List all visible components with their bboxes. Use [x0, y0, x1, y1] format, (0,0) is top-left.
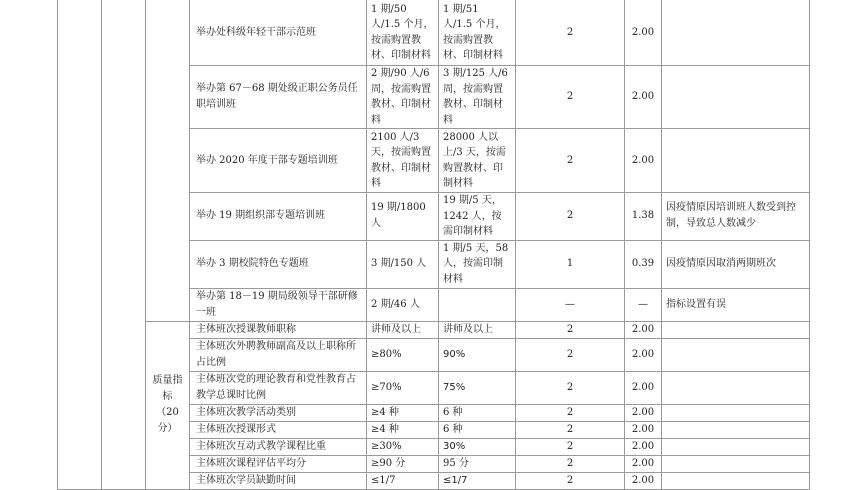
- indicator-name: 主体班次教学活动类别: [190, 404, 367, 421]
- actual-value: 1 期/5 天，58 人，按需印制材料: [439, 240, 516, 288]
- actual-value: 1 期/51 人/1.5 个月，按需购置教材、印制材料: [439, 0, 516, 66]
- weight-value: 2: [516, 338, 625, 371]
- level2-cell: [102, 0, 146, 489]
- indicator-name: 主体班次课程评估平均分: [190, 455, 367, 472]
- score-value: 2.00: [625, 371, 662, 404]
- actual-value: ≤1/7: [439, 472, 516, 489]
- target-value: 2100 人/3 天，按需购置教材、印制材料: [367, 129, 439, 193]
- score-value: 2.00: [625, 0, 662, 66]
- note-value: [662, 371, 810, 404]
- actual-value: 讲师及以上: [439, 321, 516, 338]
- score-value: 2.00: [625, 321, 662, 338]
- indicator-name: 举办 2020 年度干部专题培训班: [190, 129, 367, 193]
- note-value: [662, 66, 810, 129]
- section-label-line: 质量指: [152, 375, 183, 386]
- target-value: ≥4 种: [367, 404, 439, 421]
- actual-value: 19 期/5 天，1242 人，按需印制材料: [439, 193, 516, 241]
- level3-cell-output: [146, 0, 190, 321]
- note-value: 指标设置有误: [662, 288, 810, 321]
- target-value: 1 期/50 人/1.5 个月，按需购置教材、印制材料: [367, 0, 439, 66]
- section-label-line: 标: [162, 391, 173, 402]
- note-value: 因疫情原因取消两期班次: [662, 240, 810, 288]
- weight-value: 2: [516, 421, 625, 438]
- indicator-name: 举办 3 期校院特色专题班: [190, 240, 367, 288]
- indicator-name: 举办第 67－68 期处级正职公务员任职培训班: [190, 66, 367, 129]
- note-value: [662, 455, 810, 472]
- weight-value: 2: [516, 455, 625, 472]
- actual-value: 3 期/125 人/6 周，按需购置教材、印制材料: [439, 66, 516, 129]
- indicator-name: 主体班次外聘教师副高及以上职称所占比例: [190, 338, 367, 371]
- indicator-name: 举办 19 期组织部专题培训班: [190, 193, 367, 241]
- weight-value: 2: [516, 66, 625, 129]
- score-value: 0.39: [625, 240, 662, 288]
- score-value: 2.00: [625, 338, 662, 371]
- weight-value: 2: [516, 129, 625, 193]
- actual-value: [439, 288, 516, 321]
- target-value: ≥4 种: [367, 421, 439, 438]
- indicator-name: 举办处科级年轻干部示范班: [190, 0, 367, 66]
- target-value: ≥30%: [367, 438, 439, 455]
- note-value: [662, 321, 810, 338]
- score-value: 2.00: [625, 421, 662, 438]
- table-row: [58, 0, 810, 66]
- actual-value: 90%: [439, 338, 516, 371]
- note-value: [662, 404, 810, 421]
- performance-evaluation-table: [57, 0, 810, 490]
- level1-cell: [58, 0, 102, 489]
- indicator-name: 主体班次党的理论教育和党性教育占教学总课时比例: [190, 371, 367, 404]
- actual-value: 28000 人以上/3 天，按需购置教材、印制材料: [439, 129, 516, 193]
- score-value: —: [625, 288, 662, 321]
- target-value: 讲师及以上: [367, 321, 439, 338]
- weight-value: 2: [516, 438, 625, 455]
- score-value: 1.38: [625, 193, 662, 241]
- actual-value: 6 种: [439, 421, 516, 438]
- note-value: [662, 0, 810, 66]
- note-value: 因疫情原因培训班人数受到控制，导致总人数减少: [662, 193, 810, 241]
- weight-value: 2: [516, 404, 625, 421]
- indicator-name: 主体班次授课形式: [190, 421, 367, 438]
- score-value: 2.00: [625, 129, 662, 193]
- target-value: ≤1/7: [367, 472, 439, 489]
- score-value: 2.00: [625, 472, 662, 489]
- weight-value: —: [516, 288, 625, 321]
- indicator-name: 主体班次学员缺勤时间: [190, 472, 367, 489]
- note-value: [662, 472, 810, 489]
- section-label-quality: [146, 321, 190, 489]
- weight-value: 2: [516, 0, 625, 66]
- target-value: ≥70%: [367, 371, 439, 404]
- target-value: 2 期/90 人/6 周，按需购置教材、印制材料: [367, 66, 439, 129]
- score-value: 2.00: [625, 404, 662, 421]
- note-value: [662, 438, 810, 455]
- indicator-name: 主体班次互动式教学课程比重: [190, 438, 367, 455]
- indicator-name: 主体班次授课教师职称: [190, 321, 367, 338]
- score-value: 2.00: [625, 66, 662, 129]
- actual-value: 30%: [439, 438, 516, 455]
- weight-value: 2: [516, 321, 625, 338]
- target-value: 2 期/46 人: [367, 288, 439, 321]
- actual-value: 6 种: [439, 404, 516, 421]
- note-value: [662, 129, 810, 193]
- score-value: 2.00: [625, 438, 662, 455]
- target-value: ≥80%: [367, 338, 439, 371]
- target-value: 19 期/1800 人: [367, 193, 439, 241]
- indicator-name: 举办第 18－19 期局级领导干部研修一班: [190, 288, 367, 321]
- score-value: 2.00: [625, 455, 662, 472]
- section-label-line: 分）: [157, 423, 178, 434]
- table-row: [58, 321, 810, 338]
- target-value: ≥90 分: [367, 455, 439, 472]
- weight-value: 1: [516, 240, 625, 288]
- weight-value: 2: [516, 193, 625, 241]
- actual-value: 95 分: [439, 455, 516, 472]
- actual-value: 75%: [439, 371, 516, 404]
- weight-value: 2: [516, 472, 625, 489]
- note-value: [662, 421, 810, 438]
- weight-value: 2: [516, 371, 625, 404]
- note-value: [662, 338, 810, 371]
- target-value: 3 期/150 人: [367, 240, 439, 288]
- section-label-line: （20: [156, 407, 179, 418]
